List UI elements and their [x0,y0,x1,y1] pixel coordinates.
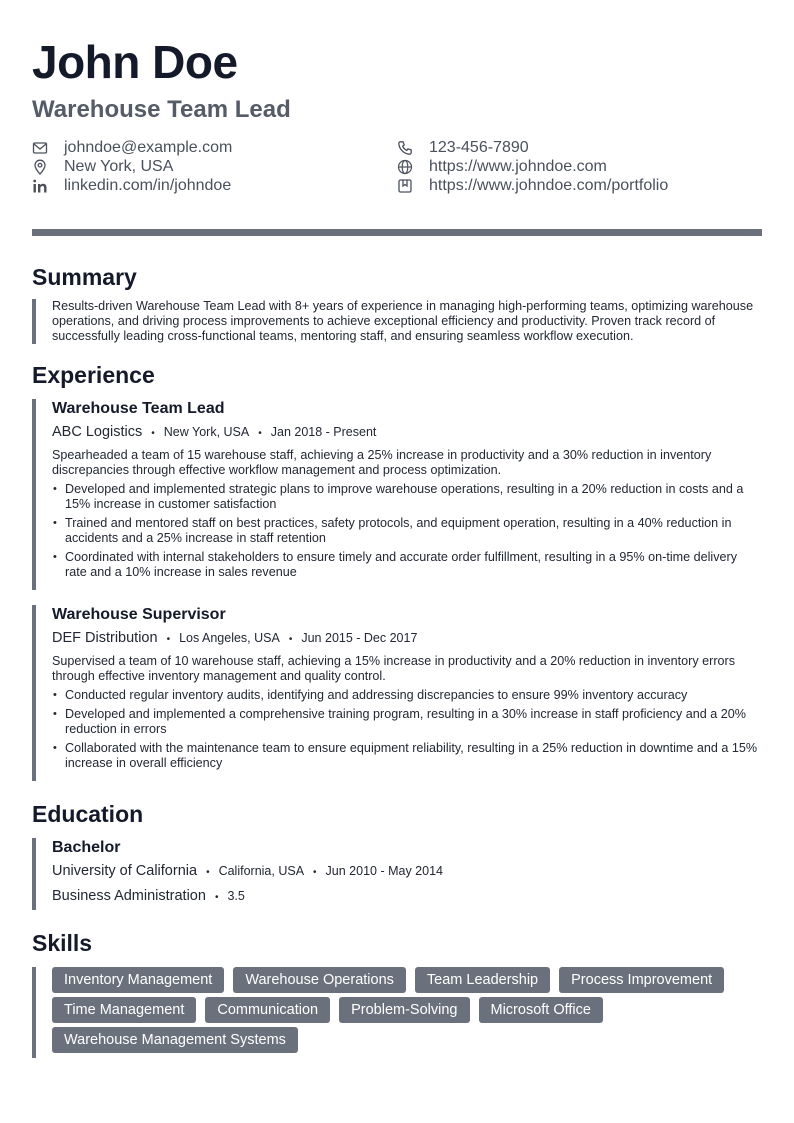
achievement-item: • Coordinated with internal stakeholders to ensure timely and accurate order fulfillment, resulting in a 95% on-time delivery rate and a 10% increase in sales revenue [52,550,762,580]
summary-section [32,263,762,344]
experience-heading: Experience [32,362,155,388]
job-dates: Jun 2015 - Dec 2017 [301,631,418,645]
resume-page [32,36,762,1058]
experience-section [32,361,762,781]
achievement-item: • Collaborated with the maintenance team to ensure equipment reliability, resulting in a 25% reduction in downtime and a 15% increase in overall efficiency [52,741,762,771]
education-gpa: 3.5 [227,889,245,903]
skill-tag: Warehouse Management Systems [52,1027,298,1053]
skill-tag: Microsoft Office [479,997,603,1023]
job-title: Warehouse Supervisor [52,606,226,623]
portfolio-icon [397,178,413,194]
candidate-name: John Doe [32,36,238,88]
separator-dot: • [151,428,155,439]
separator-dot: • [166,634,171,645]
achievement-item: • Conducted regular inventory audits, identifying and addressing discrepancies to ensure 99% inventory accuracy [52,688,762,703]
skills-section [32,929,762,1058]
contact-column-left [32,138,397,195]
mail-icon [32,140,48,156]
job-achievements [52,482,762,580]
education-entry [32,838,762,910]
contact-website-text: https://www.johndoe.com [429,157,607,175]
achievement-item: • Trained and mentored staff on best practices, safety protocols, and equipment operation, resulting in a 40% reduction in accidents and a 25% increase in staff retention [52,516,762,546]
job-entry [32,399,762,590]
job-entry [32,605,762,781]
location-pin-icon [32,159,48,175]
skill-tag: Time Management [52,997,196,1023]
contact-phone-text: 123-456-7890 [429,138,529,156]
job-meta [52,628,762,650]
phone-icon [397,140,413,156]
job-dates: Jan 2018 - Present [270,425,377,439]
education-dates: Jun 2010 - May 2014 [325,864,443,878]
contact-linkedin[interactable] [32,176,397,195]
separator-dot: • [288,634,293,645]
summary-heading: Summary [32,264,137,290]
skills-block [32,967,762,1058]
education-field: Business Administration [52,888,206,904]
separator-dot: • [258,428,262,439]
education-degree: Bachelor [52,839,121,856]
education-school: University of California [52,863,198,879]
skill-tag: Warehouse Operations [233,967,406,993]
job-title: Warehouse Team Lead [52,400,225,417]
achievement-item: • Developed and implemented strategic plans to improve warehouse operations, resulting in a 20% reduction in costs and a 15% increase in customer satisfaction [52,482,762,512]
job-location: New York, USA [163,425,250,439]
education-location: California, USA [218,864,305,878]
contact-column-right [397,138,762,195]
achievement-item: • Developed and implemented a comprehensive training program, resulting in a 30% increase in staff proficiency and a 20% reduction in errors [52,707,762,737]
education-heading: Education [32,801,144,827]
candidate-title: Warehouse Team Lead [32,96,291,123]
education-school-row [52,861,762,883]
header-divider [32,229,762,236]
skills-list [52,967,742,1057]
contact-linkedin-text: linkedin.com/in/johndoe [64,176,232,194]
contact-email[interactable] [32,138,397,157]
job-description: Spearheaded a team of 15 warehouse staff, achieving a 25% increase in productivity and a 30% reduction in inventory discrepancies through effective workflow management and process optimization. [52,448,712,477]
job-achievements [52,688,762,771]
contact-location [32,157,397,176]
linkedin-icon [32,178,48,194]
job-location: Los Angeles, USA [179,631,280,645]
skill-tag: Process Improvement [559,967,724,993]
skills-heading: Skills [32,930,93,956]
summary-block [32,299,762,344]
job-company: ABC Logistics [52,424,143,440]
contact-info [32,138,762,195]
contact-portfolio[interactable] [397,176,762,195]
education-section [32,800,762,910]
contact-email-text: johndoe@example.com [64,138,233,156]
contact-phone[interactable] [397,138,762,157]
contact-website[interactable] [397,157,762,176]
separator-dot: • [214,892,219,903]
globe-icon [397,159,413,175]
skill-tag: Communication [205,997,330,1023]
skill-tag: Problem-Solving [339,997,469,1023]
education-field-row [52,886,762,908]
contact-location-text: New York, USA [64,157,174,175]
separator-dot: • [313,867,317,878]
job-company: DEF Distribution [52,630,158,646]
skill-tag: Team Leadership [415,967,550,993]
job-meta [52,422,762,444]
job-description: Supervised a team of 10 warehouse staff, achieving a 15% increase in productivity and a 20% reduction in inventory errors through effective inventory management and quality control. [52,654,736,683]
summary-text: Results-driven Warehouse Team Lead with 8+ years of experience in managing high-performing teams, optimizing warehouse operations, and driving process improvements to achieve exceptional efficiency and productivity. Proven track record of successfully leading cross-functional teams, mentoring staff, and ensuring seamless workflow execution. [52,299,754,343]
separator-dot: • [206,867,210,878]
contact-portfolio-text: https://www.johndoe.com/portfolio [429,176,669,194]
skill-tag: Inventory Management [52,967,224,993]
